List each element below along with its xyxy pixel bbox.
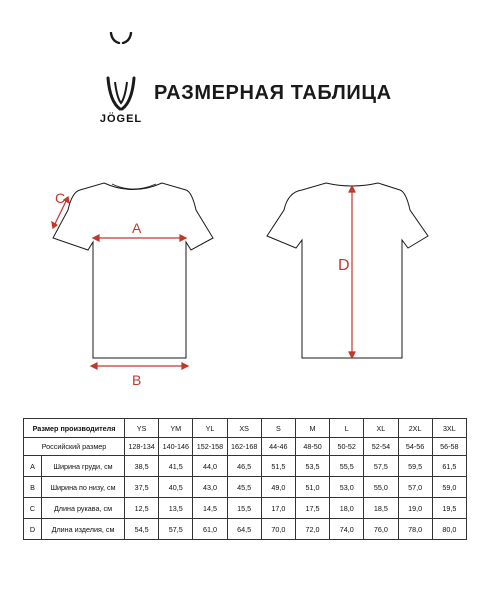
value-cell: 57,0 xyxy=(398,477,432,498)
value-cell: 53,0 xyxy=(330,477,364,498)
value-cell: 40,5 xyxy=(159,477,193,498)
value-cell: 38,5 xyxy=(125,456,159,477)
value-cell: 57,5 xyxy=(364,456,398,477)
value-cell: 37,5 xyxy=(125,477,159,498)
value-cell: 54,5 xyxy=(125,519,159,540)
row-letter: C xyxy=(24,498,42,519)
tshirt-front-outline xyxy=(53,183,213,358)
ru-size-cell: 152-158 xyxy=(193,438,227,456)
ru-size-cell: 48-50 xyxy=(295,438,329,456)
ru-size-cell: 52-54 xyxy=(364,438,398,456)
measure-d-arrow xyxy=(349,186,355,358)
value-cell: 18,5 xyxy=(364,498,398,519)
ru-size-cell: 44-46 xyxy=(261,438,295,456)
row-letter: D xyxy=(24,519,42,540)
value-cell: 70,0 xyxy=(261,519,295,540)
value-cell: 17,5 xyxy=(295,498,329,519)
value-cell: 44,0 xyxy=(193,456,227,477)
value-cell: 41,5 xyxy=(159,456,193,477)
size-cell: YL xyxy=(193,419,227,438)
label-d: D xyxy=(338,257,350,274)
value-cell: 19,0 xyxy=(398,498,432,519)
tshirt-front-diagram xyxy=(36,170,226,390)
value-cell: 78,0 xyxy=(398,519,432,540)
tshirt-back-diagram xyxy=(262,170,442,390)
row-label: Ширина по низу, см xyxy=(42,477,125,498)
ru-label: Российский размер xyxy=(24,438,125,456)
size-cell: YM xyxy=(159,419,193,438)
measure-b-arrow xyxy=(91,363,188,369)
value-cell: 61,0 xyxy=(193,519,227,540)
row-label: Длина рукава, см xyxy=(42,498,125,519)
decorative-mark xyxy=(108,32,134,44)
value-cell: 55,5 xyxy=(330,456,364,477)
row-letter: A xyxy=(24,456,42,477)
table-row-d xyxy=(24,519,467,540)
value-cell: 74,0 xyxy=(330,519,364,540)
size-table xyxy=(23,418,467,540)
size-cell: 3XL xyxy=(432,419,466,438)
value-cell: 64,5 xyxy=(227,519,261,540)
table-row-c xyxy=(24,498,467,519)
label-a: A xyxy=(132,220,142,236)
value-cell: 18,0 xyxy=(330,498,364,519)
size-cell: XL xyxy=(364,419,398,438)
row-label: Ширина груди, см xyxy=(42,456,125,477)
table-row-a xyxy=(24,456,467,477)
value-cell: 61,5 xyxy=(432,456,466,477)
value-cell: 80,0 xyxy=(432,519,466,540)
value-cell: 45,5 xyxy=(227,477,261,498)
ru-size-cell: 54-56 xyxy=(398,438,432,456)
jogel-logo-icon xyxy=(104,76,138,112)
table-row-ru-sizes xyxy=(24,438,467,456)
value-cell: 53,5 xyxy=(295,456,329,477)
value-cell: 59,0 xyxy=(432,477,466,498)
value-cell: 13,5 xyxy=(159,498,193,519)
table-row-b xyxy=(24,477,467,498)
value-cell: 14,5 xyxy=(193,498,227,519)
value-cell: 55,0 xyxy=(364,477,398,498)
value-cell: 15,5 xyxy=(227,498,261,519)
page-title: РАЗМЕРНАЯ ТАБЛИЦА xyxy=(154,82,392,104)
value-cell: 76,0 xyxy=(364,519,398,540)
size-cell: YS xyxy=(125,419,159,438)
row-label: Длина изделия, см xyxy=(42,519,125,540)
ru-size-cell: 50-52 xyxy=(330,438,364,456)
value-cell: 51,0 xyxy=(295,477,329,498)
value-cell: 19,5 xyxy=(432,498,466,519)
table-row-sizes xyxy=(24,419,467,438)
header-label: Размер производителя xyxy=(24,419,125,438)
label-c: C xyxy=(55,190,66,206)
value-cell: 46,5 xyxy=(227,456,261,477)
size-cell: M xyxy=(295,419,329,438)
value-cell: 51,5 xyxy=(261,456,295,477)
value-cell: 49,0 xyxy=(261,477,295,498)
value-cell: 59,5 xyxy=(398,456,432,477)
size-cell: L xyxy=(330,419,364,438)
value-cell: 17,0 xyxy=(261,498,295,519)
ru-size-cell: 128-134 xyxy=(125,438,159,456)
size-cell: 2XL xyxy=(398,419,432,438)
ru-size-cell: 140-146 xyxy=(159,438,193,456)
row-letter: B xyxy=(24,477,42,498)
value-cell: 57,5 xyxy=(159,519,193,540)
ru-size-cell: 162-168 xyxy=(227,438,261,456)
value-cell: 12,5 xyxy=(125,498,159,519)
ru-size-cell: 56-58 xyxy=(432,438,466,456)
value-cell: 43,0 xyxy=(193,477,227,498)
size-cell: S xyxy=(261,419,295,438)
size-cell: XS xyxy=(227,419,261,438)
value-cell: 72,0 xyxy=(295,519,329,540)
label-b: B xyxy=(132,372,142,388)
brand-name: JÖGEL xyxy=(99,113,143,125)
